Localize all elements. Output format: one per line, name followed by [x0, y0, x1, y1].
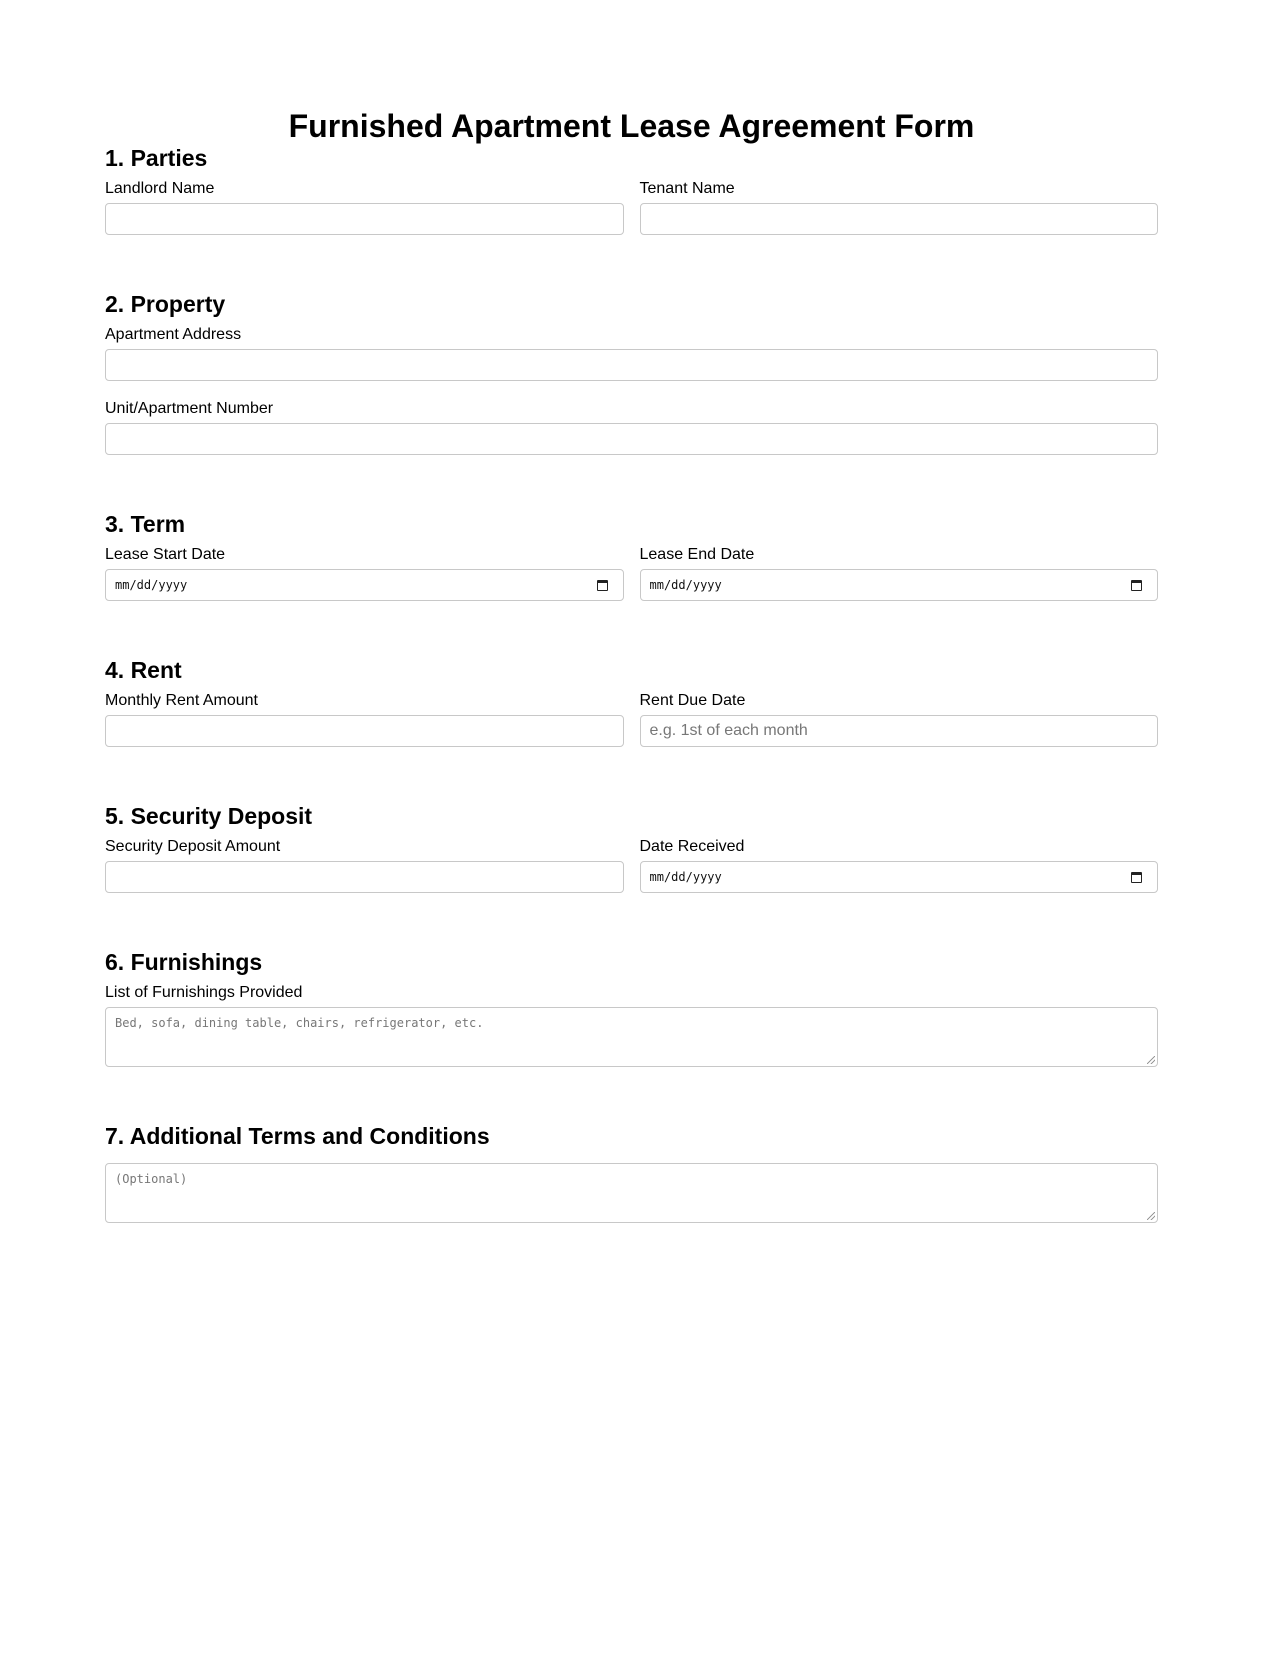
date-received-placeholder: mm/dd/yyyy — [649, 870, 722, 884]
apartment-address-label: Apartment Address — [105, 326, 242, 343]
section-additional-terms — [105, 1123, 1158, 1223]
section-heading-parties: 1. Parties — [105, 145, 208, 171]
section-security-deposit — [105, 803, 1158, 893]
section-heading-term: 3. Term — [105, 511, 186, 537]
page-title: Furnished Apartment Lease Agreement Form — [288, 108, 975, 144]
rent-due-date-label: Rent Due Date — [639, 692, 746, 709]
lease-start-date-placeholder: mm/dd/yyyy — [115, 578, 188, 592]
section-parties — [105, 145, 1158, 235]
section-term — [105, 511, 1158, 601]
section-heading-furnishings: 6. Furnishings — [105, 949, 263, 975]
monthly-rent-label: Monthly Rent Amount — [105, 692, 258, 709]
date-received-label: Date Received — [639, 838, 745, 855]
deposit-amount-label: Security Deposit Amount — [105, 838, 281, 855]
deposit-amount-input[interactable] — [105, 861, 624, 893]
additional-terms-textarea[interactable] — [105, 1163, 1158, 1223]
lease-end-date-input[interactable] — [640, 569, 1159, 601]
date-received-input[interactable] — [640, 861, 1159, 893]
tenant-name-label: Tenant Name — [639, 180, 735, 197]
resize-handle-icon[interactable] — [1147, 1056, 1155, 1064]
unit-number-input[interactable] — [105, 423, 1158, 455]
landlord-name-input[interactable] — [105, 203, 624, 235]
lease-start-date-label: Lease Start Date — [105, 546, 226, 563]
resize-handle-icon[interactable] — [1147, 1212, 1155, 1220]
calendar-icon[interactable] — [1131, 872, 1142, 883]
furnishings-list-placeholder: Bed, sofa, dining table, chairs, refrigerator, etc. — [115, 1016, 484, 1030]
section-furnishings — [105, 949, 1158, 1067]
tenant-name-input[interactable] — [640, 203, 1159, 235]
furnishings-list-textarea[interactable] — [105, 1007, 1158, 1067]
landlord-name-label: Landlord Name — [105, 180, 215, 197]
monthly-rent-input[interactable] — [105, 715, 624, 747]
additional-terms-placeholder: (Optional) — [115, 1172, 188, 1186]
section-heading-property: 2. Property — [105, 291, 226, 317]
section-heading-rent: 4. Rent — [105, 657, 182, 683]
section-property — [105, 291, 1158, 455]
furnishings-list-label: List of Furnishings Provided — [105, 984, 303, 1001]
unit-number-label: Unit/Apartment Number — [105, 400, 274, 417]
calendar-icon[interactable] — [597, 580, 608, 591]
calendar-icon[interactable] — [1131, 580, 1142, 591]
lease-end-date-label: Lease End Date — [639, 546, 755, 563]
lease-start-date-input[interactable] — [105, 569, 624, 601]
apartment-address-input[interactable] — [105, 349, 1158, 381]
section-heading-additional-terms: 7. Additional Terms and Conditions — [105, 1123, 490, 1149]
lease-end-date-placeholder: mm/dd/yyyy — [649, 578, 722, 592]
section-rent — [105, 657, 1158, 747]
rent-due-date-input[interactable]: e.g. 1st of each month — [640, 715, 1159, 747]
section-heading-security-deposit: 5. Security Deposit — [105, 803, 313, 829]
